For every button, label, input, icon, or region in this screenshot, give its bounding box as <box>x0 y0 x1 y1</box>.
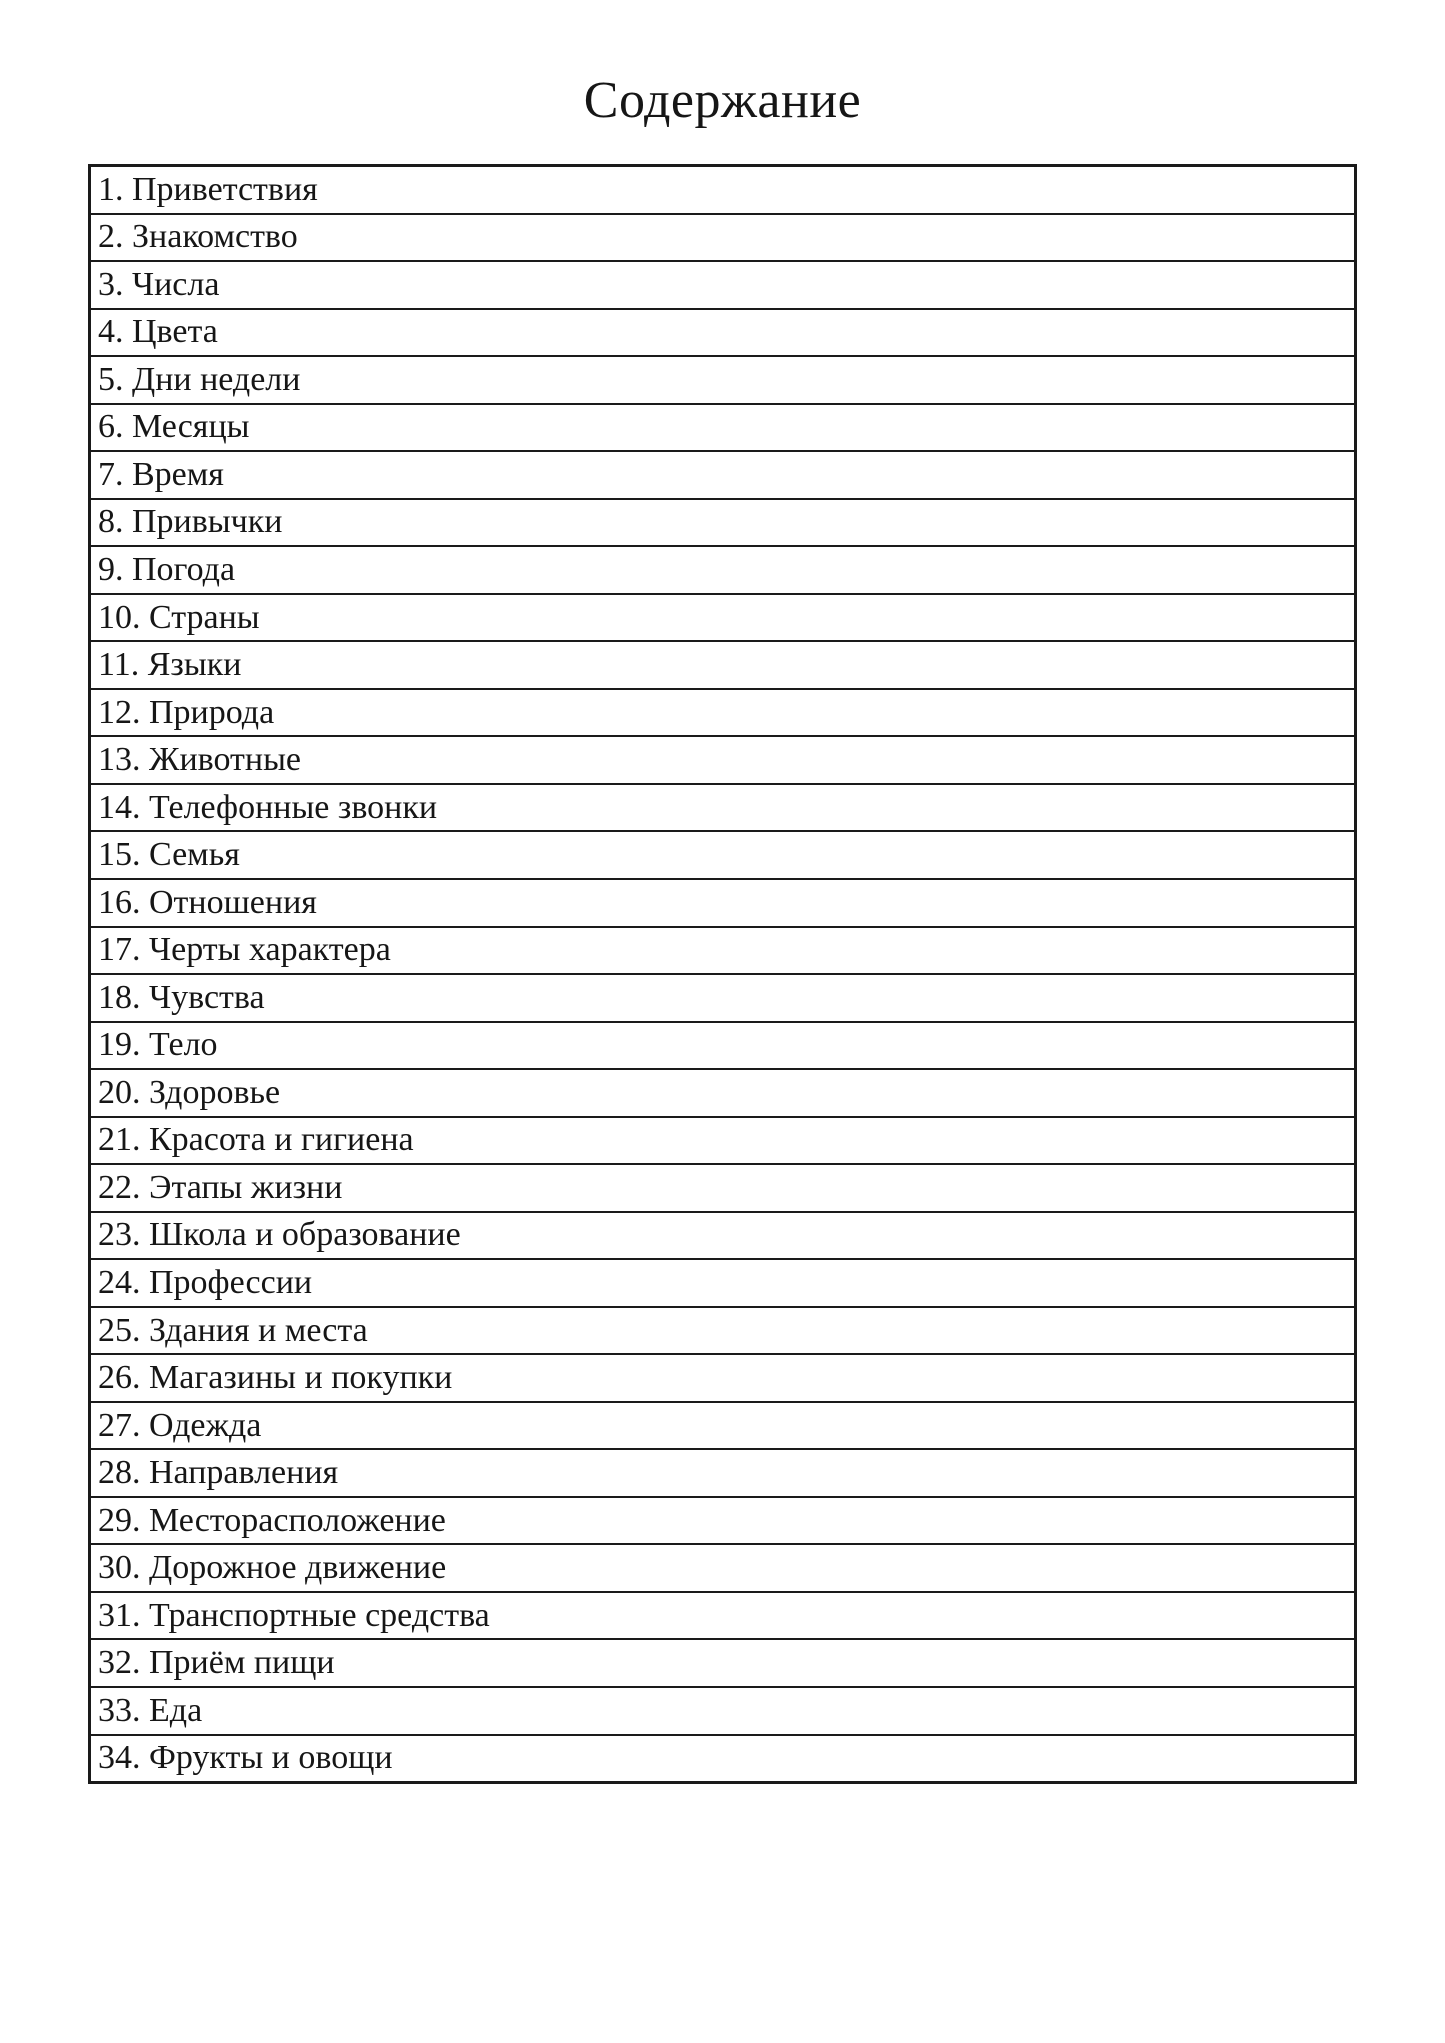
toc-row-label: 14. Телефонные звонки <box>98 788 438 826</box>
toc-row <box>91 1593 1354 1641</box>
toc-row <box>91 215 1354 263</box>
toc-row <box>91 1498 1354 1546</box>
toc-row-label: 17. Черты характера <box>98 931 391 969</box>
toc-row-label: 28. Направления <box>98 1454 339 1492</box>
toc-row-label: 2. Знакомство <box>98 218 298 256</box>
toc-row <box>91 737 1354 785</box>
page-title: Содержание <box>583 72 862 129</box>
toc-row <box>91 1308 1354 1356</box>
toc-row <box>91 832 1354 880</box>
toc-row-label: 27. Одежда <box>98 1406 262 1444</box>
toc-row <box>91 595 1354 643</box>
toc-row-label: 9. Погода <box>98 551 236 589</box>
toc-row <box>91 1403 1354 1451</box>
toc-row <box>91 1640 1354 1688</box>
toc-row-label: 31. Транспортные средства <box>98 1596 490 1634</box>
toc-row-label: 18. Чувства <box>98 978 265 1016</box>
toc-row <box>91 642 1354 690</box>
toc-row <box>91 1070 1354 1118</box>
toc-row-label: 19. Тело <box>98 1026 218 1064</box>
toc-row <box>91 1545 1354 1593</box>
toc-row <box>91 785 1354 833</box>
toc-row-label: 34. Фрукты и овощи <box>98 1739 393 1777</box>
toc-row-label: 23. Школа и образование <box>98 1216 461 1254</box>
toc-row-label: 4. Цвета <box>98 313 218 351</box>
toc-row-label: 7. Время <box>98 455 224 493</box>
toc-row-label: 5. Дни недели <box>98 360 301 398</box>
toc-row <box>91 357 1354 405</box>
toc-row <box>91 1736 1354 1782</box>
toc-row-label: 29. Месторасположение <box>98 1501 446 1539</box>
toc-row-label: 25. Здания и места <box>98 1311 368 1349</box>
toc-row <box>91 928 1354 976</box>
toc-row-label: 33. Еда <box>98 1691 203 1729</box>
toc-row-label: 13. Животные <box>98 741 302 779</box>
toc-row-label: 30. Дорожное движение <box>98 1549 447 1587</box>
toc-row <box>91 262 1354 310</box>
toc-row <box>91 167 1354 215</box>
toc-row-label: 8. Привычки <box>98 503 283 541</box>
toc-row-label: 21. Красота и гигиена <box>98 1121 414 1159</box>
toc-row <box>91 880 1354 928</box>
toc-row-label: 12. Природа <box>98 693 275 731</box>
toc-row <box>91 1688 1354 1736</box>
toc-row <box>91 1165 1354 1213</box>
toc-row-label: 24. Профессии <box>98 1263 313 1301</box>
toc-row <box>91 1260 1354 1308</box>
toc-row <box>91 690 1354 738</box>
toc-row-label: 22. Этапы жизни <box>98 1168 343 1206</box>
toc-row-label: 1. Приветствия <box>98 170 318 208</box>
toc-row <box>91 452 1354 500</box>
toc-row-label: 32. Приём пищи <box>98 1644 335 1682</box>
toc-row-label: 3. Числа <box>98 265 220 303</box>
toc-row-label: 26. Магазины и покупки <box>98 1359 453 1397</box>
toc-row-label: 16. Отношения <box>98 883 317 921</box>
toc-row <box>91 547 1354 595</box>
toc-row <box>91 500 1354 548</box>
toc-row <box>91 975 1354 1023</box>
toc-row-label: 10. Страны <box>98 598 260 636</box>
toc-row-label: 6. Месяцы <box>98 408 250 446</box>
toc-row <box>91 1355 1354 1403</box>
toc-row <box>91 1213 1354 1261</box>
toc-row <box>91 1450 1354 1498</box>
toc-row <box>91 405 1354 453</box>
toc-row-label: 11. Языки <box>98 646 242 684</box>
toc-row <box>91 1118 1354 1166</box>
toc-row-label: 20. Здоровье <box>98 1073 281 1111</box>
toc-row-label: 15. Семья <box>98 836 240 874</box>
toc-table <box>88 164 1357 1784</box>
toc-row <box>91 310 1354 358</box>
toc-row <box>91 1023 1354 1071</box>
